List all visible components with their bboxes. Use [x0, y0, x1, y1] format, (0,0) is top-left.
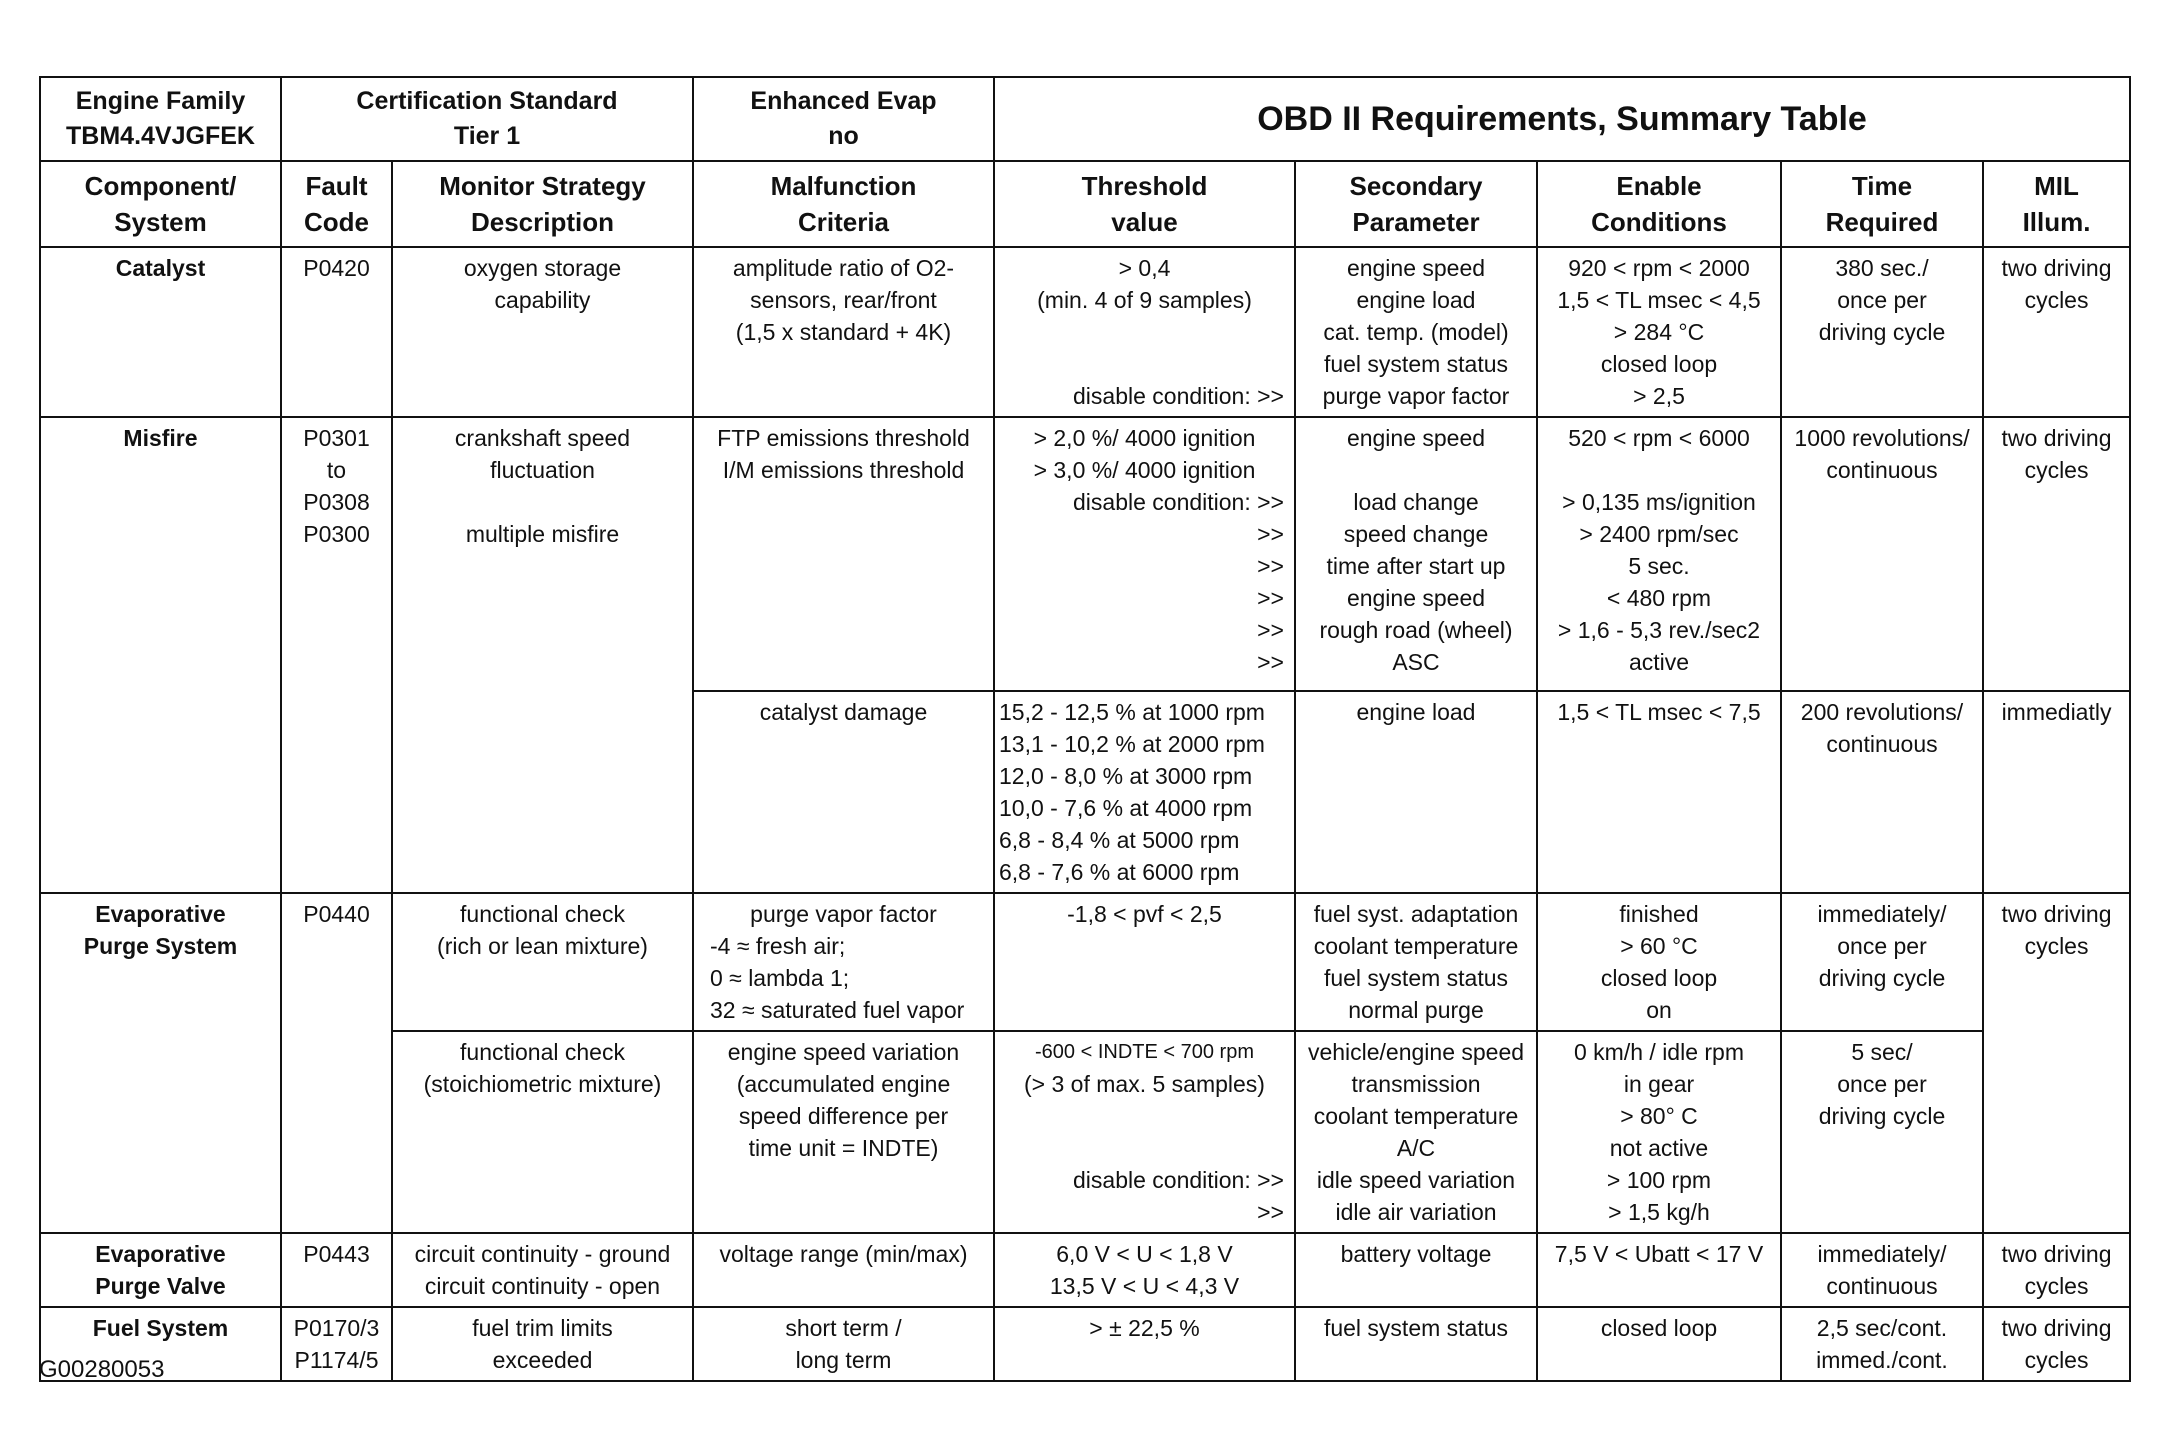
misfire-component: Misfire	[40, 417, 281, 893]
misfire-monitor	[392, 417, 693, 893]
col-time-required	[1781, 161, 1983, 247]
figure-id: G00280053	[39, 1356, 165, 1383]
col-time-line1: Time	[1851, 171, 1913, 201]
evap-system-enable-1	[1537, 893, 1781, 1031]
col-threshold-line2: value	[1111, 207, 1178, 237]
misfire-disable-condition: disable condition: >>	[1073, 489, 1284, 515]
misfire-secondary-line: time after start up	[1326, 553, 1506, 579]
misfire-mil-line: two driving	[2001, 425, 2112, 451]
evap-valve-fault-code: P0443	[281, 1233, 392, 1307]
catalyst-damage-time	[1781, 691, 1983, 893]
misfire-secondary-line: rough road (wheel)	[1319, 617, 1513, 643]
fuel-mil-line: two driving	[2001, 1315, 2112, 1341]
catalyst-monitor	[392, 247, 693, 417]
certification-value: Tier 1	[453, 122, 521, 150]
col-fault-code	[281, 161, 392, 247]
misfire-enable-line: > 2400 rpm/sec	[1579, 521, 1739, 547]
catalyst-malfunction-line: sensors, rear/front	[750, 287, 937, 313]
evap-enable-line: on	[1646, 997, 1672, 1023]
col-component-line2: System	[114, 207, 207, 237]
catalyst-damage-threshold	[994, 691, 1295, 893]
misfire-malfunction-line: FTP emissions threshold	[717, 425, 970, 451]
catalyst-mil	[1983, 247, 2130, 417]
fuel-mil-line: cycles	[2024, 1347, 2089, 1373]
misfire-enable-line: 520 < rpm < 6000	[1568, 425, 1750, 451]
fuel-system-fault-code	[281, 1307, 392, 1381]
catalyst-threshold	[994, 247, 1295, 417]
catalyst-component: Catalyst	[40, 247, 281, 417]
evap-threshold2-line: -600 < INDTE < 700 rpm	[1035, 1041, 1254, 1063]
evap-system-secondary-1	[1295, 893, 1537, 1031]
evap-time2-line: 5 sec/	[1851, 1039, 1913, 1065]
evap-secondary-line: coolant temperature	[1313, 933, 1519, 959]
evap-enable2-line: 0 km/h / idle rpm	[1574, 1039, 1744, 1065]
misfire-fault-line: P0300	[303, 521, 370, 547]
misfire-mil-line: cycles	[2024, 457, 2089, 483]
misfire-enable-line: > 1,6 - 5,3 rev./sec2	[1557, 617, 1761, 643]
fuel-system-threshold: > ± 22,5 %	[994, 1307, 1295, 1381]
misfire-threshold-line: > 2,0 %/ 4000 ignition	[1033, 425, 1256, 451]
evap-valve-enable: 7,5 V < Ubatt < 17 V	[1537, 1233, 1781, 1307]
column-header-row	[40, 161, 2130, 247]
misfire-secondary-line: engine speed	[1346, 585, 1486, 611]
fuel-system-secondary: fuel system status	[1295, 1307, 1537, 1381]
enhanced-evap-cell	[693, 77, 994, 161]
evap-valve-time	[1781, 1233, 1983, 1307]
misfire-fault-line: P0301	[303, 425, 370, 451]
catalyst-threshold-line: > 0,4	[1118, 255, 1171, 281]
catalyst-malfunction-line: amplitude ratio of O2-	[732, 255, 955, 281]
col-mil-line1: MIL	[2034, 171, 2079, 201]
evap-valve-mil	[1983, 1233, 2130, 1307]
catalyst-damage-time-line: 200 revolutions/	[1800, 699, 1964, 725]
evap-system-component-line: Evaporative	[95, 901, 226, 927]
catalyst-mil-line: cycles	[2024, 287, 2089, 313]
catalyst-time-line: once per	[1837, 287, 1927, 313]
catalyst-time-line: driving cycle	[1818, 319, 1946, 345]
catalyst-fault-code: P0420	[281, 247, 392, 417]
misfire-time-line: 1000 revolutions/	[1794, 425, 1970, 451]
catalyst-monitor-line: oxygen storage	[463, 255, 622, 281]
evap-secondary2-line: idle speed variation	[1316, 1167, 1516, 1193]
evap-enable-line: closed loop	[1600, 965, 1718, 991]
evap-system-malfunction-1	[693, 893, 994, 1031]
evap-time-line: once per	[1837, 933, 1927, 959]
misfire-secondary	[1295, 417, 1537, 691]
misfire-arrow: >>	[1257, 617, 1284, 643]
col-time-line2: Required	[1825, 207, 1939, 237]
misfire-secondary-line: engine speed	[1346, 425, 1486, 451]
catalyst-malfunction	[693, 247, 994, 417]
col-monitor-line1: Monitor Strategy	[439, 171, 646, 201]
catalyst-damage-threshold-line: 13,1 - 10,2 % at 2000 rpm	[999, 731, 1265, 757]
evap-arrow: >>	[1257, 1199, 1284, 1225]
misfire-enable-line: > 0,135 ms/ignition	[1562, 489, 1756, 515]
evap-enable-line: finished	[1619, 901, 1699, 927]
col-threshold-value	[994, 161, 1295, 247]
misfire-fault-line: to	[326, 457, 347, 483]
misfire-monitor-line: crankshaft speed	[454, 425, 631, 451]
catalyst-disable-condition: disable condition: >>	[1073, 383, 1284, 409]
evap-valve-threshold-line: 13,5 V < U < 4,3 V	[1049, 1273, 1240, 1299]
evap-valve-mil-line: cycles	[2024, 1273, 2089, 1299]
catalyst-secondary-line: engine load	[1356, 287, 1476, 313]
evap-system-threshold-2	[994, 1031, 1295, 1233]
col-secondary-parameter	[1295, 161, 1537, 247]
misfire-secondary-line: ASC	[1392, 649, 1440, 675]
evap-time2-line: once per	[1837, 1071, 1927, 1097]
evap-malfunction-line: -4 ≈ fresh air;	[710, 933, 846, 959]
evap-valve-monitor	[392, 1233, 693, 1307]
evap-system-time-1	[1781, 893, 1983, 1031]
evap-time-line: driving cycle	[1818, 965, 1946, 991]
engine-family-value: TBM4.4VJGFEK	[66, 122, 255, 150]
evap-malfunction-line: purge vapor factor	[750, 901, 937, 927]
evap-monitor2-line: functional check	[460, 1039, 625, 1065]
evap-valve-component	[40, 1233, 281, 1307]
fuel-monitor-line: exceeded	[492, 1347, 593, 1373]
evap-system-monitor-2	[392, 1031, 693, 1233]
misfire-mil	[1983, 417, 2130, 691]
col-malfunction-line2: Criteria	[797, 207, 890, 237]
evap-valve-malfunction: voltage range (min/max)	[693, 1233, 994, 1307]
fuel-fault-line: P0170/3	[293, 1315, 380, 1341]
misfire-fault-line: P0308	[303, 489, 370, 515]
evap-system-component-line: Purge System	[83, 933, 238, 959]
evap-malfunction2-line: (accumulated engine	[736, 1071, 951, 1097]
col-mil-line2: Illum.	[2022, 207, 2091, 237]
evap-threshold2-line: (> 3 of max. 5 samples)	[1024, 1071, 1265, 1097]
col-enable-line2: Conditions	[1591, 207, 1727, 237]
catalyst-damage-malfunction: catalyst damage	[693, 691, 994, 893]
evap-mil-line: two driving	[2001, 901, 2112, 927]
misfire-enable-line: active	[1628, 649, 1690, 675]
catalyst-damage-threshold-line: 12,0 - 8,0 % at 3000 rpm	[999, 763, 1253, 789]
misfire-threshold-line: > 3,0 %/ 4000 ignition	[1033, 457, 1256, 483]
evap-system-malfunction-2	[693, 1031, 994, 1233]
misfire-time	[1781, 417, 1983, 691]
evap-valve-time-line: immediately/	[1817, 1241, 1947, 1267]
catalyst-time	[1781, 247, 1983, 417]
evap-system-monitor-1	[392, 893, 693, 1031]
fuel-system-component: Fuel System	[40, 1307, 281, 1381]
evap-system-mil	[1983, 893, 2130, 1233]
evap-monitor-line: functional check	[460, 901, 625, 927]
misfire-arrow: >>	[1257, 553, 1284, 579]
evap-secondary2-line: transmission	[1351, 1071, 1481, 1097]
catalyst-damage-threshold-line: 15,2 - 12,5 % at 1000 rpm	[999, 699, 1265, 725]
evap-valve-time-line: continuous	[1826, 1273, 1938, 1299]
evap-monitor-line: (rich or lean mixture)	[437, 933, 648, 959]
evap-enable2-line: not active	[1609, 1135, 1709, 1161]
misfire-monitor-line: fluctuation	[490, 457, 595, 483]
evap-malfunction2-line: engine speed variation	[727, 1039, 960, 1065]
evap-time2-line: driving cycle	[1818, 1103, 1946, 1129]
catalyst-secondary-line: purge vapor factor	[1322, 383, 1510, 409]
evap-malfunction2-line: time unit = INDTE)	[748, 1135, 939, 1161]
catalyst-monitor-line: capability	[494, 287, 591, 313]
evap-valve-threshold-line: 6,0 V < U < 1,8 V	[1056, 1241, 1233, 1267]
catalyst-damage-threshold-line: 6,8 - 8,4 % at 5000 rpm	[999, 827, 1240, 853]
evap-secondary-line: normal purge	[1348, 997, 1484, 1023]
evap-valve-monitor-line: circuit continuity - ground	[414, 1241, 671, 1267]
catalyst-enable-line: > 2,5	[1633, 383, 1685, 409]
misfire-malfunction-line: I/M emissions threshold	[722, 457, 965, 483]
evap-malfunction-line: 0 ≈ lambda 1;	[710, 965, 850, 991]
col-enable-line1: Enable	[1616, 171, 1702, 201]
evap-system-time-2	[1781, 1031, 1983, 1233]
fuel-time-line: immed./cont.	[1816, 1347, 1948, 1373]
catalyst-mil-line: two driving	[2001, 255, 2112, 281]
evap-enable2-line: > 100 rpm	[1606, 1167, 1712, 1193]
evap-secondary-line: fuel system status	[1323, 965, 1509, 991]
table-row-fuel-system	[40, 1307, 2130, 1381]
misfire-arrow: >>	[1257, 649, 1284, 675]
col-malfunction-criteria	[693, 161, 994, 247]
fuel-system-enable: closed loop	[1537, 1307, 1781, 1381]
fuel-time-line: 2,5 sec/cont.	[1816, 1315, 1948, 1341]
enhanced-evap-label: Enhanced Evap	[750, 87, 937, 115]
document-header-row	[40, 77, 2130, 161]
evap-enable2-line: > 1,5 kg/h	[1608, 1199, 1710, 1225]
evap-valve-threshold	[994, 1233, 1295, 1307]
engine-family-label: Engine Family	[75, 87, 246, 115]
evap-secondary2-line: vehicle/engine speed	[1307, 1039, 1525, 1065]
table-row-catalyst	[40, 247, 2130, 417]
misfire-time-line: continuous	[1826, 457, 1938, 483]
evap-secondary-line: fuel syst. adaptation	[1313, 901, 1519, 927]
misfire-threshold	[994, 417, 1295, 691]
catalyst-secondary-line: fuel system status	[1323, 351, 1509, 377]
misfire-malfunction	[693, 417, 994, 691]
table-row-evap-purge-valve	[40, 1233, 2130, 1307]
fuel-system-malfunction	[693, 1307, 994, 1381]
evap-system-threshold-1: -1,8 < pvf < 2,5	[994, 893, 1295, 1031]
table-title: OBD II Requirements, Summary Table	[994, 77, 2130, 161]
evap-valve-monitor-line: circuit continuity - open	[424, 1273, 661, 1299]
certification-label: Certification Standard	[356, 87, 618, 115]
evap-monitor2-line: (stoichiometric mixture)	[423, 1071, 662, 1097]
evap-time-line: immediately/	[1817, 901, 1947, 927]
col-component-line1: Component/	[84, 171, 237, 201]
evap-valve-secondary: battery voltage	[1295, 1233, 1537, 1307]
misfire-arrow: >>	[1257, 585, 1284, 611]
catalyst-enable-line: closed loop	[1600, 351, 1718, 377]
catalyst-secondary-line: cat. temp. (model)	[1323, 319, 1509, 345]
obd-summary-document	[39, 76, 2129, 1382]
col-secondary-line1: Secondary	[1349, 171, 1483, 201]
col-fault-line1: Fault	[305, 171, 368, 201]
misfire-monitor-multiple: multiple misfire	[465, 521, 620, 547]
fuel-fault-line: P1174/5	[294, 1347, 379, 1373]
misfire-enable	[1537, 417, 1781, 691]
col-malfunction-line1: Malfunction	[770, 171, 917, 201]
evap-valve-component-line: Evaporative	[95, 1241, 226, 1267]
col-fault-line2: Code	[304, 207, 369, 237]
catalyst-enable-line: 920 < rpm < 2000	[1568, 255, 1750, 281]
catalyst-threshold-line: (min. 4 of 9 samples)	[1037, 287, 1252, 313]
evap-mil-line: cycles	[2024, 933, 2089, 959]
col-mil-illum	[1983, 161, 2130, 247]
col-secondary-line2: Parameter	[1352, 207, 1480, 237]
evap-valve-mil-line: two driving	[2001, 1241, 2112, 1267]
catalyst-damage-enable: 1,5 < TL msec < 7,5	[1537, 691, 1781, 893]
evap-system-component	[40, 893, 281, 1233]
fuel-malfunction-line: short term /	[785, 1315, 902, 1341]
evap-secondary2-line: coolant temperature	[1313, 1103, 1519, 1129]
evap-enable2-line: in gear	[1623, 1071, 1695, 1097]
col-enable-conditions	[1537, 161, 1781, 247]
col-component	[40, 161, 281, 247]
evap-system-enable-2	[1537, 1031, 1781, 1233]
fuel-system-monitor	[392, 1307, 693, 1381]
catalyst-malfunction-line: (1,5 x standard + 4K)	[735, 319, 952, 345]
obd-requirements-table	[39, 76, 2131, 1382]
catalyst-enable	[1537, 247, 1781, 417]
catalyst-enable-line: > 284 °C	[1613, 319, 1705, 345]
fuel-system-mil	[1983, 1307, 2130, 1381]
misfire-enable-line: < 480 rpm	[1606, 585, 1712, 611]
misfire-fault-code	[281, 417, 392, 893]
table-row-misfire	[40, 417, 2130, 691]
catalyst-enable-line: 1,5 < TL msec < 4,5	[1557, 287, 1761, 313]
evap-malfunction-line: 32 ≈ saturated fuel vapor	[710, 997, 965, 1023]
misfire-arrow: >>	[1257, 521, 1284, 547]
fuel-monitor-line: fuel trim limits	[472, 1315, 613, 1341]
catalyst-time-line: 380 sec./	[1835, 255, 1929, 281]
evap-secondary2-line: A/C	[1396, 1135, 1436, 1161]
evap-secondary2-line: idle air variation	[1335, 1199, 1497, 1225]
catalyst-secondary	[1295, 247, 1537, 417]
certification-cell	[281, 77, 693, 161]
col-monitor-strategy	[392, 161, 693, 247]
evap-enable-line: > 60 °C	[1620, 933, 1698, 959]
catalyst-damage-secondary: engine load	[1295, 691, 1537, 893]
evap-enable2-line: > 80° C	[1620, 1103, 1698, 1129]
catalyst-damage-threshold-line: 10,0 - 7,6 % at 4000 rpm	[999, 795, 1253, 821]
col-threshold-line1: Threshold	[1081, 171, 1208, 201]
misfire-secondary-line: load change	[1353, 489, 1479, 515]
evap-valve-component-line: Purge Valve	[95, 1273, 226, 1299]
catalyst-damage-time-line: continuous	[1826, 731, 1938, 757]
misfire-enable-line: 5 sec.	[1628, 553, 1690, 579]
evap-system-secondary-2	[1295, 1031, 1537, 1233]
catalyst-damage-mil: immediatly	[1983, 691, 2130, 893]
enhanced-evap-value: no	[828, 122, 859, 150]
fuel-system-time	[1781, 1307, 1983, 1381]
fuel-malfunction-line: long term	[795, 1347, 892, 1373]
engine-family-cell	[40, 77, 281, 161]
evap-malfunction2-line: speed difference per	[738, 1103, 949, 1129]
catalyst-secondary-line: engine speed	[1346, 255, 1486, 281]
catalyst-damage-threshold-line: 6,8 - 7,6 % at 6000 rpm	[999, 859, 1240, 885]
col-monitor-line2: Description	[470, 207, 615, 237]
misfire-secondary-line: speed change	[1343, 521, 1489, 547]
table-row-evap-purge-system	[40, 893, 2130, 1031]
evap-disable-condition: disable condition: >>	[1073, 1167, 1284, 1193]
evap-system-fault-code: P0440	[281, 893, 392, 1233]
